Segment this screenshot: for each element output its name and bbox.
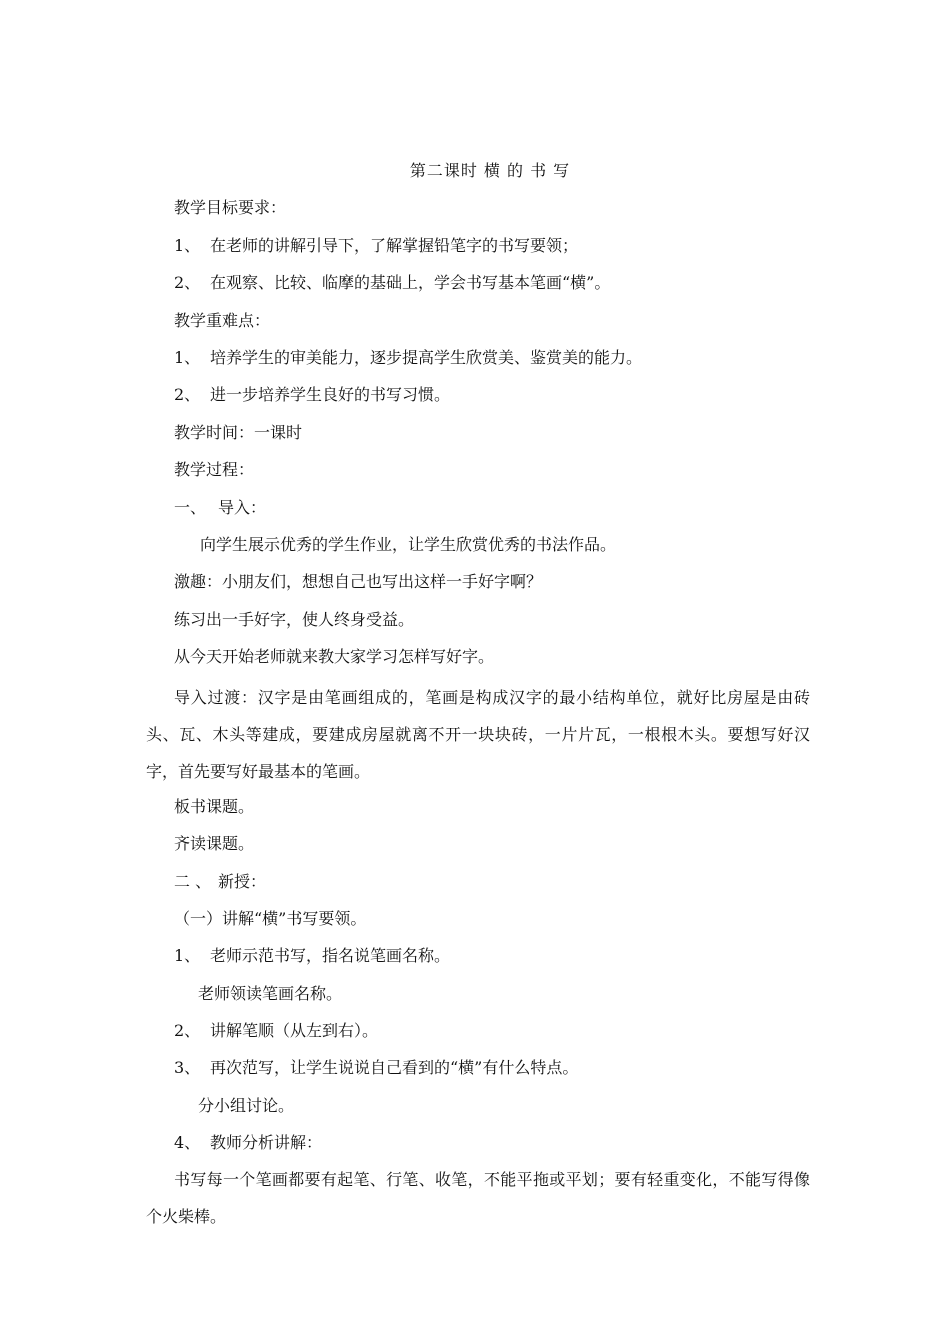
goal-2-number: 2、	[174, 273, 201, 292]
page-title: 第二课时 横 的 书 写	[409, 161, 571, 180]
keypoint-item-2	[174, 384, 450, 406]
goal-item-2	[174, 272, 610, 294]
section-1-text: 导入：	[218, 498, 267, 517]
section-2-text: 新授：	[218, 872, 267, 891]
section-1-heading	[174, 497, 266, 519]
subsection-1-heading: （一）讲解“横”书写要领。	[174, 909, 367, 928]
section-2-number: 二 、	[174, 872, 212, 891]
step-1-text: 老师示范书写，指名说笔画名称。	[210, 946, 451, 965]
intro-show-line: 向学生展示优秀的学生作业，让学生欣赏优秀的书法作品。	[200, 535, 617, 554]
read-title-line: 齐读课题。	[174, 834, 255, 853]
step-2-text: 讲解笔顺（从左到右）。	[210, 1021, 379, 1040]
step-3-followup: 分小组讨论。	[198, 1096, 295, 1115]
goal-item-1	[174, 235, 578, 257]
keypoint-1-number: 1、	[174, 348, 201, 367]
step-1-number: 1、	[174, 946, 201, 965]
teaching-time: 教学时间：一课时	[174, 423, 303, 442]
keypoint-1-text: 培养学生的审美能力，逐步提高学生欣赏美、鉴赏美的能力。	[210, 348, 643, 367]
step-item-3	[174, 1057, 578, 1079]
board-title-line: 板书课题。	[174, 797, 255, 816]
section-1-number: 一、	[174, 498, 207, 517]
goal-2-text: 在观察、比较、临摩的基础上，学会书写基本笔画“横”。	[210, 273, 611, 292]
goals-heading: 教学目标要求：	[174, 198, 287, 217]
section-2-heading	[174, 871, 266, 893]
goal-1-number: 1、	[174, 236, 201, 255]
keypoint-2-number: 2、	[174, 385, 201, 404]
keypoints-heading: 教学重难点：	[174, 311, 271, 330]
step-1-followup: 老师领读笔画名称。	[198, 984, 343, 1003]
step-item-2	[174, 1020, 378, 1042]
practice-line: 练习出一手好字，使人终身受益。	[174, 610, 415, 629]
step-4-number: 4、	[174, 1133, 201, 1152]
step-3-number: 3、	[174, 1058, 201, 1077]
process-heading: 教学过程：	[174, 460, 255, 479]
transition-paragraph: 导入过渡：汉字是由笔画组成的，笔画是构成汉字的最小结构单位，就好比房屋是由砖头、瓦、木头等建成，要建成房屋就离不开一块块砖，一片片瓦，一根根木头。要想写好汉字，首先要写好最基本的笔画。	[146, 688, 810, 781]
keypoint-2-text: 进一步培养学生良好的书写习惯。	[210, 385, 451, 404]
step-item-4	[174, 1132, 322, 1154]
step-3-text: 再次范写，让学生说说自己看到的“横”有什么特点。	[210, 1058, 579, 1077]
from-today-line: 从今天开始老师就来教大家学习怎样写好字。	[174, 647, 495, 666]
step-item-1	[174, 945, 450, 967]
analysis-paragraph: 书写每一个笔画都要有起笔、行笔、收笔，不能平拖或平划；要有轻重变化，不能写得像个火柴棒。	[146, 1170, 810, 1226]
step-2-number: 2、	[174, 1021, 201, 1040]
step-4-text: 教师分析讲解：	[210, 1133, 323, 1152]
motivate-line: 激趣：小朋友们，想想自己也写出这样一手好字啊？	[174, 572, 543, 591]
goal-1-text: 在老师的讲解引导下，了解掌握铅笔字的书写要领；	[210, 236, 579, 255]
keypoint-item-1	[174, 347, 642, 369]
